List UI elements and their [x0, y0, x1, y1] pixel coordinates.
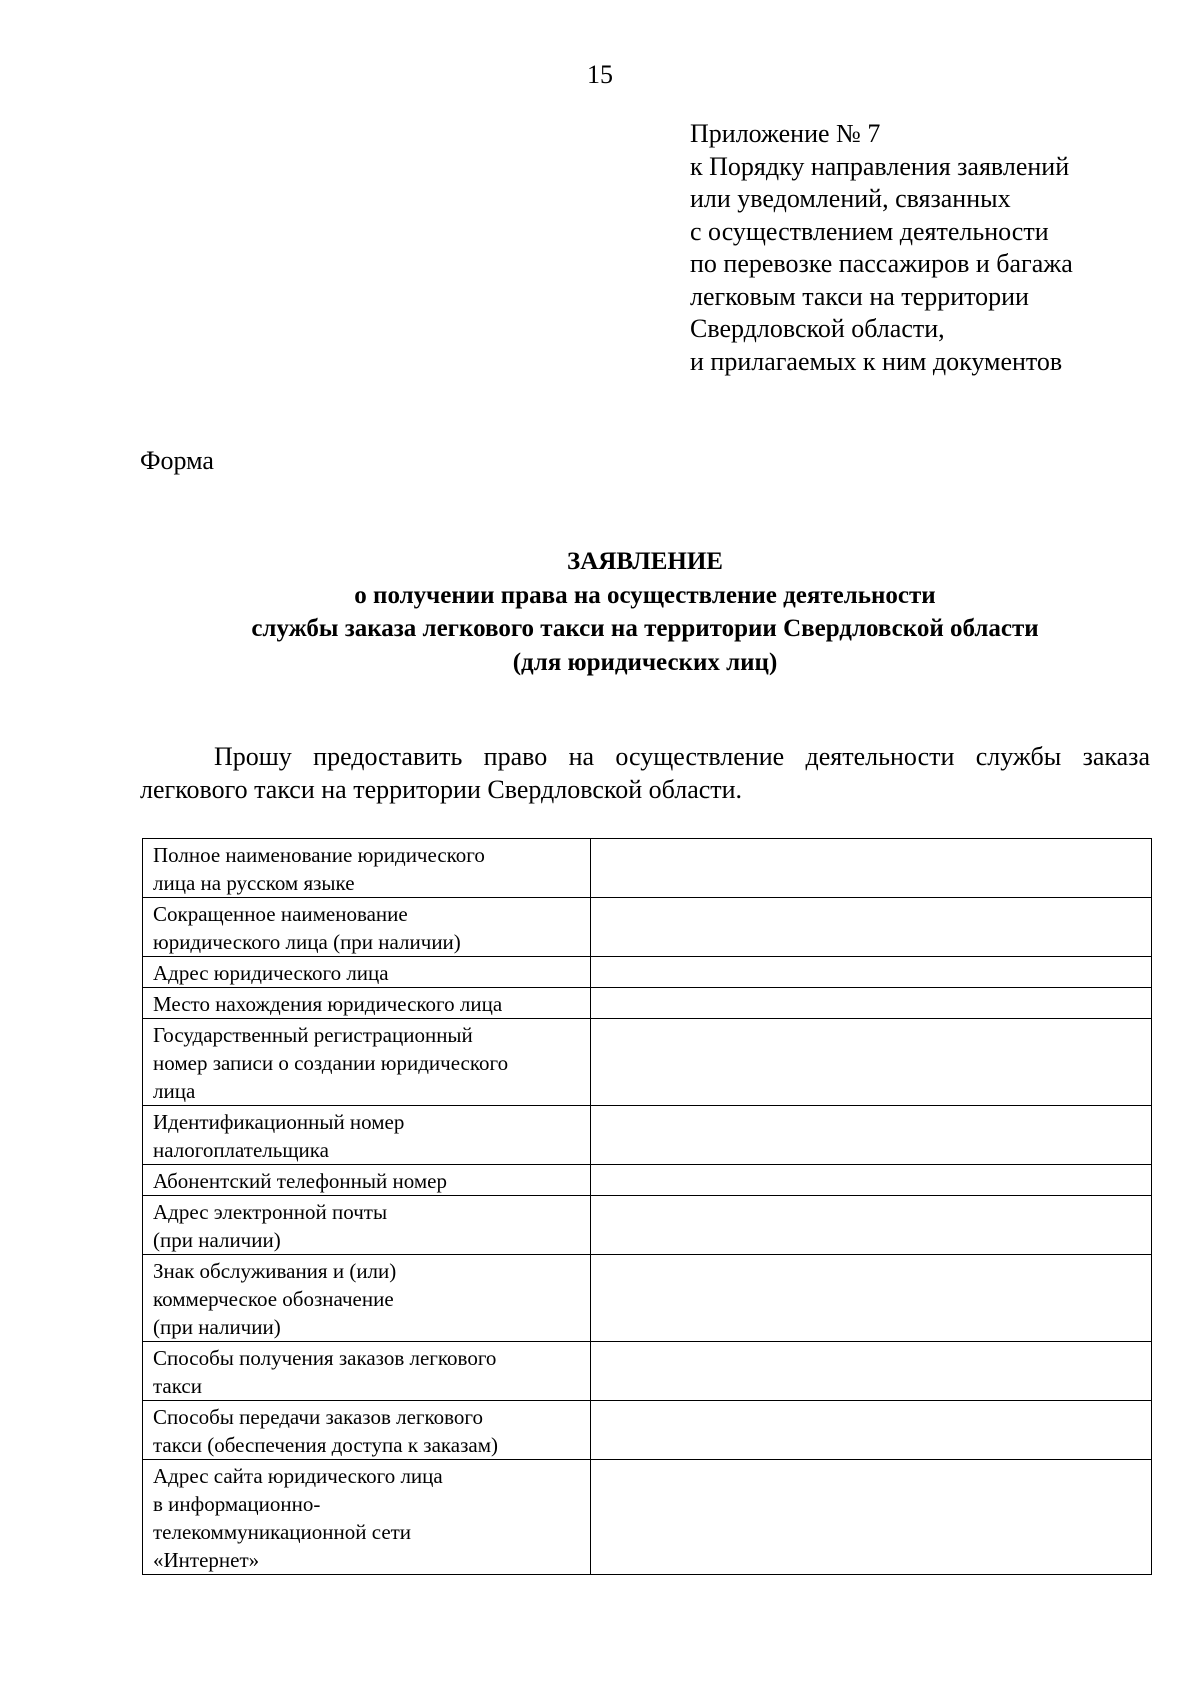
table-row	[143, 1106, 1152, 1165]
title-line: службы заказа легкового такси на территории Свердловской области	[251, 615, 1039, 642]
appendix-line: или уведомлений, связанных	[690, 184, 1011, 213]
table-row	[143, 898, 1152, 957]
field-label: Идентификационный номер налогоплательщика	[143, 1106, 591, 1165]
request-line: Прошу предоставить право на осуществление деятельности службы заказа	[214, 742, 1150, 771]
field-label: Знак обслуживания и (или) коммерческое обозначение (при наличии)	[143, 1255, 591, 1342]
field-value-cell[interactable]	[591, 1106, 1152, 1165]
title-heading: ЗАЯВЛЕНИЕ	[567, 548, 723, 575]
appendix-line: Свердловской области,	[690, 314, 945, 343]
title-line: о получении права на осуществление деятельности	[354, 581, 936, 609]
appendix-line: с осуществлением деятельности	[690, 216, 1049, 246]
field-label: Способы передачи заказов легкового такси (обеспечения доступа к заказам)	[143, 1401, 591, 1460]
form-label: Форма	[140, 446, 214, 475]
request-paragraph	[140, 740, 1150, 806]
table-row	[143, 957, 1152, 988]
field-value-cell[interactable]	[591, 1196, 1152, 1255]
field-value-cell[interactable]	[591, 1165, 1152, 1196]
page-number: 15	[587, 60, 613, 89]
appendix-note	[690, 118, 1160, 378]
field-value-cell[interactable]	[591, 1342, 1152, 1401]
field-value-cell[interactable]	[591, 957, 1152, 988]
field-label: Адрес юридического лица	[143, 957, 591, 988]
field-label: Способы получения заказов легкового такси	[143, 1342, 591, 1401]
table-row	[143, 1460, 1152, 1575]
appendix-line: легковым такси на территории	[690, 281, 1029, 311]
table-row	[143, 1196, 1152, 1255]
field-value-cell[interactable]	[591, 839, 1152, 898]
table-row	[143, 1401, 1152, 1460]
field-value-cell[interactable]	[591, 1401, 1152, 1460]
field-value-cell[interactable]	[591, 1255, 1152, 1342]
field-value-cell[interactable]	[591, 1460, 1152, 1575]
appendix-line: к Порядку направления заявлений	[690, 151, 1070, 181]
table-row	[143, 839, 1152, 898]
field-value-cell[interactable]	[591, 1019, 1152, 1106]
field-value-cell[interactable]	[591, 898, 1152, 957]
table-row	[143, 1255, 1152, 1342]
table-row	[143, 988, 1152, 1019]
field-label: Адрес сайта юридического лица в информационно- телекоммуникационной сети «Интернет»	[143, 1460, 591, 1575]
request-line: легкового такси на территории Свердловской области.	[140, 775, 743, 804]
appendix-line: по перевозке пассажиров и багажа	[690, 249, 1073, 278]
field-label: Сокращенное наименование юридического лица (при наличии)	[143, 898, 591, 957]
field-label: Полное наименование юридического лица на русском языке	[143, 839, 591, 898]
field-label: Место нахождения юридического лица	[143, 988, 591, 1019]
table-row	[143, 1165, 1152, 1196]
appendix-line: Приложение № 7	[690, 119, 881, 148]
field-label: Государственный регистрационный номер записи о создании юридического лица	[143, 1019, 591, 1106]
field-label: Адрес электронной почты (при наличии)	[143, 1196, 591, 1255]
table-row	[143, 1019, 1152, 1106]
field-label: Абонентский телефонный номер	[143, 1165, 591, 1196]
application-form-table	[142, 838, 1152, 1575]
document-title	[120, 545, 1170, 679]
field-value-cell[interactable]	[591, 988, 1152, 1019]
appendix-line: и прилагаемых к ним документов	[690, 346, 1063, 376]
title-line: (для юридических лиц)	[512, 648, 778, 676]
table-row	[143, 1342, 1152, 1401]
